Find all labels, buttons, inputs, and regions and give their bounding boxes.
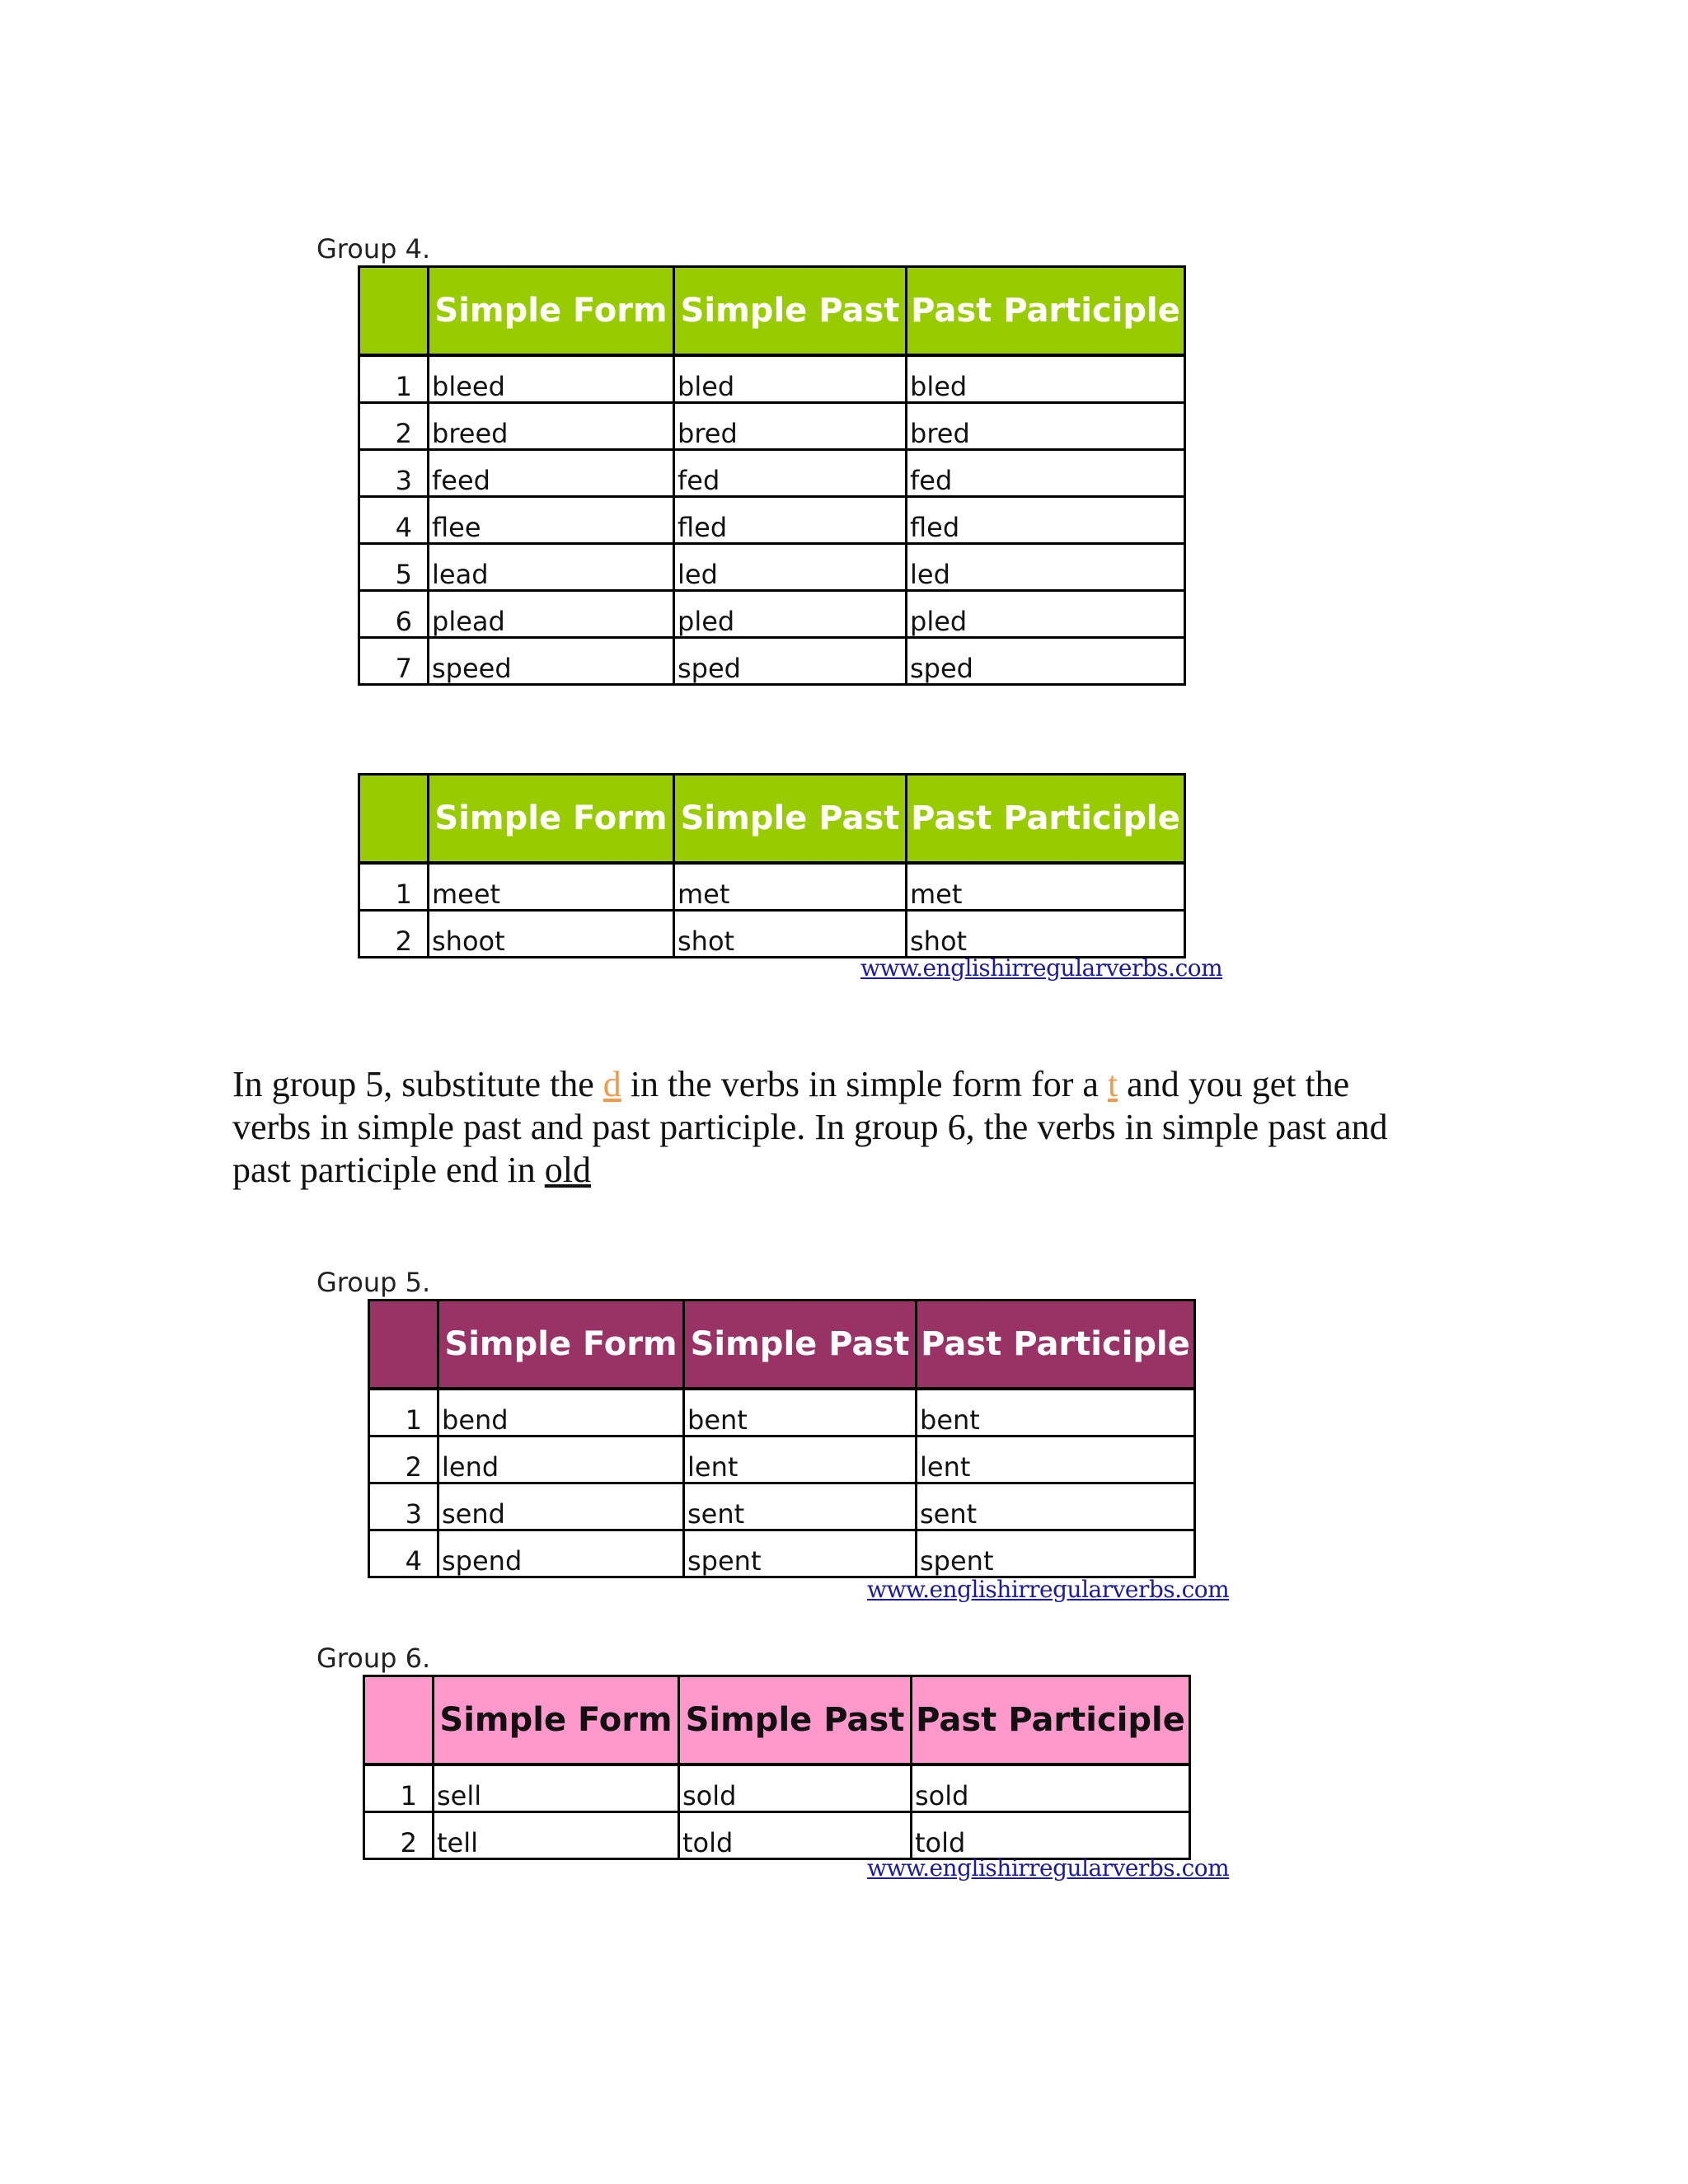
- simple-past-cell: lent: [684, 1436, 917, 1483]
- past-participle-cell: sped: [907, 638, 1185, 685]
- simple-form-cell: sell: [434, 1765, 679, 1812]
- header-past-participle: Past Participle: [907, 775, 1185, 864]
- underlined-old: old: [544, 1150, 592, 1190]
- simple-past-cell: bred: [674, 403, 907, 450]
- group-5-table: [368, 1299, 1196, 1578]
- table-row: [359, 544, 1185, 591]
- table-row: [369, 1436, 1195, 1483]
- paragraph-text: In group 5, substitute the: [232, 1064, 603, 1104]
- simple-past-cell: told: [679, 1812, 912, 1859]
- group-4-table: [358, 265, 1186, 686]
- table-row: [369, 1483, 1195, 1530]
- paragraph-text: in the verbs in simple form for a: [621, 1064, 1108, 1104]
- simple-form-cell: bleed: [429, 355, 674, 403]
- highlight-letter-t: t: [1107, 1064, 1118, 1104]
- source-link[interactable]: www.englishirregularverbs.com: [867, 1854, 1230, 1882]
- simple-form-cell: shoot: [429, 911, 674, 958]
- table-header-row: [364, 1676, 1190, 1765]
- row-number: 6: [359, 591, 429, 638]
- header-simple-form: Simple Form: [429, 267, 674, 356]
- past-participle-cell: pled: [907, 591, 1185, 638]
- paragraph-text: and you get the verbs in simple past and past participle. In group 6, the verbs in simple past and past participle end in: [232, 1064, 1388, 1190]
- table-row: [369, 1530, 1195, 1577]
- table-row: [369, 1389, 1195, 1436]
- row-number: 4: [359, 497, 429, 544]
- row-number: 2: [364, 1812, 434, 1859]
- simple-form-cell: plead: [429, 591, 674, 638]
- table-row: [359, 497, 1185, 544]
- row-number: 5: [359, 544, 429, 591]
- simple-past-cell: sped: [674, 638, 907, 685]
- group-6-table: [363, 1675, 1191, 1860]
- header-simple-form: Simple Form: [429, 775, 674, 864]
- simple-past-cell: met: [674, 863, 907, 911]
- past-participle-cell: bled: [907, 355, 1185, 403]
- header-number: [359, 775, 429, 864]
- past-participle-cell: bred: [907, 403, 1185, 450]
- header-simple-form: Simple Form: [438, 1301, 684, 1390]
- simple-past-cell: led: [674, 544, 907, 591]
- past-participle-cell: fed: [907, 450, 1185, 497]
- row-number: 3: [359, 450, 429, 497]
- simple-form-cell: lead: [429, 544, 674, 591]
- simple-form-cell: flee: [429, 497, 674, 544]
- row-number: 1: [359, 355, 429, 403]
- row-number: 1: [369, 1389, 438, 1436]
- header-past-participle: Past Participle: [912, 1676, 1190, 1765]
- table-header-row: [369, 1301, 1195, 1390]
- group-4-extra-table: [358, 773, 1186, 958]
- header-number: [369, 1301, 438, 1390]
- row-number: 2: [359, 403, 429, 450]
- header-simple-past: Simple Past: [679, 1676, 912, 1765]
- table-row: [359, 863, 1185, 911]
- simple-form-cell: spend: [438, 1530, 684, 1577]
- past-participle-cell: lent: [917, 1436, 1195, 1483]
- simple-form-cell: breed: [429, 403, 674, 450]
- simple-past-cell: spent: [684, 1530, 917, 1577]
- simple-past-cell: fled: [674, 497, 907, 544]
- simple-form-cell: send: [438, 1483, 684, 1530]
- highlight-letter-d: d: [603, 1064, 621, 1104]
- simple-form-cell: feed: [429, 450, 674, 497]
- table-row: [359, 638, 1185, 685]
- past-participle-cell: sold: [912, 1765, 1190, 1812]
- header-number: [359, 267, 429, 356]
- header-simple-form: Simple Form: [434, 1676, 679, 1765]
- table-header-row: [359, 267, 1185, 356]
- simple-form-cell: lend: [438, 1436, 684, 1483]
- past-participle-cell: told: [912, 1812, 1190, 1859]
- explanation-paragraph: [232, 1063, 1436, 1192]
- simple-form-cell: tell: [434, 1812, 679, 1859]
- table-row: [359, 355, 1185, 403]
- table-header-row: [359, 775, 1185, 864]
- row-number: 2: [359, 911, 429, 958]
- table-row: [359, 911, 1185, 958]
- row-number: 4: [369, 1530, 438, 1577]
- header-past-participle: Past Participle: [907, 267, 1185, 356]
- simple-past-cell: bled: [674, 355, 907, 403]
- past-participle-cell: shot: [907, 911, 1185, 958]
- simple-past-cell: sent: [684, 1483, 917, 1530]
- past-participle-cell: fled: [907, 497, 1185, 544]
- header-past-participle: Past Participle: [917, 1301, 1195, 1390]
- past-participle-cell: spent: [917, 1530, 1195, 1577]
- simple-past-cell: bent: [684, 1389, 917, 1436]
- table-row: [359, 450, 1185, 497]
- table-row: [359, 403, 1185, 450]
- group-5-label: Group 5.: [316, 1267, 431, 1298]
- simple-past-cell: fed: [674, 450, 907, 497]
- simple-form-cell: meet: [429, 863, 674, 911]
- header-simple-past: Simple Past: [674, 775, 907, 864]
- simple-form-cell: bend: [438, 1389, 684, 1436]
- past-participle-cell: bent: [917, 1389, 1195, 1436]
- table-row: [364, 1765, 1190, 1812]
- row-number: 1: [359, 863, 429, 911]
- past-participle-cell: led: [907, 544, 1185, 591]
- row-number: 1: [364, 1765, 434, 1812]
- row-number: 7: [359, 638, 429, 685]
- simple-past-cell: shot: [674, 911, 907, 958]
- past-participle-cell: sent: [917, 1483, 1195, 1530]
- row-number: 2: [369, 1436, 438, 1483]
- header-simple-past: Simple Past: [674, 267, 907, 356]
- group-4-label: Group 4.: [316, 233, 431, 265]
- past-participle-cell: met: [907, 863, 1185, 911]
- simple-past-cell: sold: [679, 1765, 912, 1812]
- header-simple-past: Simple Past: [684, 1301, 917, 1390]
- simple-past-cell: pled: [674, 591, 907, 638]
- header-number: [364, 1676, 434, 1765]
- table-row: [364, 1812, 1190, 1859]
- source-link[interactable]: www.englishirregularverbs.com: [867, 1576, 1230, 1603]
- simple-form-cell: speed: [429, 638, 674, 685]
- source-link[interactable]: www.englishirregularverbs.com: [860, 954, 1223, 982]
- group-6-label: Group 6.: [316, 1643, 431, 1674]
- row-number: 3: [369, 1483, 438, 1530]
- table-row: [359, 591, 1185, 638]
